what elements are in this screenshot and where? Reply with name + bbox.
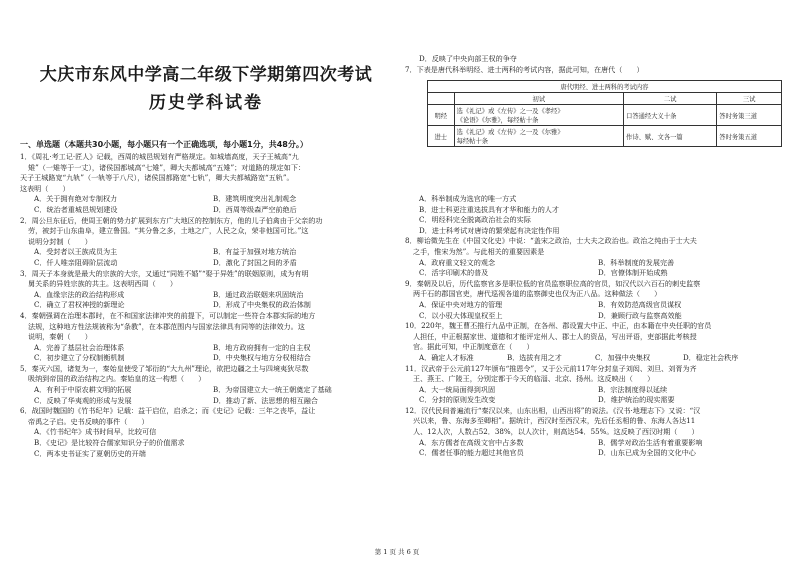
- table-header-first: 初试: [454, 93, 623, 105]
- answer-option: C．统治者重城邑规划建设: [34, 204, 118, 214]
- question-line: D．反映了中央向部王权的争夺: [419, 54, 517, 63]
- question-line: 法规，这种地方性法规被称为“条教”，在本郡范围内与国家法律具有同等的法律效力。这: [28, 321, 305, 331]
- table-cell: 答时务策三道: [717, 105, 782, 126]
- question-line: 两千石的郡国官吏，唐代巡视各道的监察御史也仅为正八品。这种做法（ ）: [413, 289, 662, 299]
- question-line: 官。据此可知，中正制度意在（ ）: [413, 342, 534, 352]
- answer-option: B．有益于加强对地方统治: [213, 247, 297, 257]
- table-cell: 口答通经大义十条: [624, 105, 717, 126]
- table-cell: 答时务策五道: [717, 126, 782, 147]
- answer-option: A．政府重文轻文的观念: [419, 257, 496, 267]
- answer-option: C．初步建立了分权制衡机制: [34, 353, 125, 363]
- exam-subtitle: 历史学科试卷: [149, 93, 263, 113]
- answer-option: B．为帝国建立大一统王朝奠定了基础: [213, 385, 332, 395]
- question-line: 天子王城路宽“九轨”（一轨等于八尺），诸侯国都路宽“七轨”，卿大夫都城路宽“五轨”。: [20, 173, 294, 183]
- question-line: D．进士科考试对唐诗的繁荣起有决定性作用: [419, 225, 560, 235]
- answer-option: D．推动了新、法思想的相互融合: [213, 395, 318, 405]
- question-line: 舅关系的异姓宗族的共主。这表明西周（ ）: [28, 279, 177, 289]
- answer-option: B．有效防范高级官员谋权: [598, 299, 682, 309]
- right-question-list-top: [405, 54, 777, 75]
- answer-option: A．受封者以王族成员为主: [34, 247, 118, 257]
- left-question-list: [20, 152, 392, 459]
- answer-option: A．完善了基层社会治理体系: [34, 342, 125, 352]
- answer-options-row: [20, 385, 392, 396]
- answer-options-row: [20, 353, 392, 364]
- answer-options-row: [20, 194, 392, 205]
- table-corner: [428, 93, 455, 105]
- section-heading: 一、单选题（本题共30小题，每小题只有一个正确选项，每小题1分，共48分。）: [20, 140, 308, 149]
- answer-options-row: [405, 258, 777, 269]
- answer-option: D．激化了封国之间的矛盾: [213, 257, 297, 267]
- answer-option: B．儒学对政治生活有着重要影响: [598, 437, 703, 447]
- question-line: 9．秦朝及以后，历代监察官多是职位低的官员监察职位高的官员，如汉代以六百石的刺史监察: [405, 278, 701, 288]
- answer-option: D．中央集权与地方分权相结合: [213, 353, 311, 363]
- answer-option: D．稳定社会秩序: [683, 352, 739, 362]
- question-line: A．科举制成为选官的唯一方式: [419, 194, 517, 203]
- answer-options-row: [20, 300, 392, 311]
- exam-title: 大庆市东风中学高二年级下学期第四次考试: [39, 65, 373, 85]
- table-header-third: 三试: [717, 93, 782, 105]
- question-line: 说明分封制（ ）: [28, 236, 92, 246]
- answer-option: A．保证中央对地方的管理: [419, 299, 503, 309]
- table-cell-line: 选《礼记》或《左传》之一及《孝经》: [456, 108, 564, 115]
- answer-option: D．兼顾行政与监察高效能: [598, 310, 682, 320]
- answer-option: D．维护统治的现实需要: [598, 395, 675, 405]
- table-cell-line: 选《礼记》或《左传》之一及《尔雅》: [456, 129, 564, 136]
- answer-options-row: [405, 438, 777, 449]
- question-line: 4．秦朝强调在治理本郡时，在不和国家法律冲突的前提下，可以制定一些符合本郡实际的地方: [20, 310, 316, 320]
- question-line: A．《竹书纪年》成书时间早，比较可信: [34, 427, 157, 437]
- question-line: C．两本史书证实了夏朝历史的开端: [34, 448, 146, 458]
- question-line: 之手，惟宋为然”。与此相关的重要因素是: [413, 246, 545, 256]
- question-line: 2．周公旦东征后，使周王朝的势力扩展到东方广大地区的控制东方，他的儿子伯禽由于父亲的功: [20, 215, 323, 225]
- question-line: B．进士科更注重选拔具有才华和能力的人才: [419, 204, 559, 214]
- answer-option: A．血缘宗法的政治结构形成: [34, 289, 125, 299]
- answer-option: C．反映了华夷观的形成与发展: [34, 395, 132, 405]
- answer-options-row: [405, 395, 777, 406]
- question-line: 6．战国时魏国的《竹书纪年》记载：益干启位，启杀之；而《史记》记载：三年之丧毕，益让: [20, 406, 316, 416]
- answer-option: D．官僚体制开始成熟: [598, 268, 668, 278]
- question-line: 3．周天子本身就是最大的宗族的大宗，又通过“同姓不婚”“娶于异姓”的联姻原则，成为有明: [20, 268, 309, 278]
- table-cell-line: 每经帖十条: [456, 138, 489, 145]
- answer-options-row: [405, 385, 777, 396]
- answer-option: B．宗法制度得以延续: [598, 384, 668, 394]
- answer-option: A．确定人才标准: [419, 352, 474, 362]
- question-line: 8．柳诒徵先生在《中国文化史》中说：“盖宋之政治，士大夫之政治也。政治之纯由于士大夫: [405, 236, 697, 246]
- answer-option: D．形成了中央集权的政治体制: [213, 300, 311, 310]
- answer-options-row: [405, 353, 777, 364]
- answer-option: C．活字印刷术的普及: [419, 268, 489, 278]
- page-footer: 第 1 页 共 6 页: [374, 548, 420, 556]
- answer-option: C．仟人唯亲阻碍阶层流动: [34, 257, 118, 267]
- right-question-list: [405, 194, 777, 459]
- question-line: 5．秦灭六国，诸复为一，秦始皇使受了邹衍的“大九州”理论，欲把边疆之土与四境夷狄尽数: [20, 363, 309, 373]
- answer-option: C．分封的原则发生改变: [419, 395, 496, 405]
- answer-options-row: [405, 300, 777, 311]
- question-line: 7．下表是唐代科举明经、进士两科的考试内容，据此可知，在唐代（ ）: [405, 64, 644, 74]
- question-line: 帝禹之子启。史书反映的事件（ ）: [28, 416, 149, 426]
- answer-options-row: [405, 448, 777, 459]
- answer-option: A．关于拥有绝对专制权力: [34, 194, 118, 204]
- table-caption: 唐代明经、进士两科的考试内容: [428, 81, 782, 93]
- question-line: 兴以来，鲁、东海多至卿相”。据统计，西汉时至西汉末，先后任丞相的鲁、东海人各达11: [413, 416, 696, 426]
- answer-option: B．通过政治联姻来巩固统治: [213, 289, 304, 299]
- answer-options-row: [20, 343, 392, 354]
- question-line: B．《史记》是比较符合儒家知识分子的价值需求: [34, 438, 185, 448]
- question-line: 劳，被封于山东曲阜，建立鲁国。“其分鲁之多，土地之广，人民之众，荣非他国可比。”这: [28, 226, 309, 236]
- answer-options-row: [20, 205, 392, 216]
- question-line: 这表明（ ）: [20, 183, 70, 193]
- answer-option: B．地方政府拥有一定的自主权: [213, 342, 311, 352]
- answer-option: B．建筑明度突出礼制观念: [213, 194, 297, 204]
- answer-option: C．加强中央集权: [595, 352, 651, 362]
- table-row-label: 明经: [428, 105, 455, 126]
- question-line: 10．220年，魏王曹丕推行九品中正制，在各州、郡设置大中正、中正，由本籍在中央任职的官员: [405, 321, 712, 331]
- table-cell-line: 《论语》《尔雅》，每经帖十条: [456, 117, 539, 124]
- question-line: 人担任，中正根据家世、道德和才能评定州人、郡士人的资品，写出评语，吏部据此考核授: [413, 331, 697, 341]
- table-cell: [454, 126, 623, 147]
- answer-option: D．西周等级森严空前绝后: [213, 204, 297, 214]
- question-line: 11．汉武帝于公元前127年颁布“推恩令”，又于公元前117年分封皇子刘闳、刘旦、刘胥为齐: [405, 363, 697, 373]
- question-line: 王、燕王、广陵王，分别定都于今天的临淄、北京、扬州。这反映出（ ）: [413, 374, 655, 384]
- table-cell: 作诗、赋、文各一篇: [624, 126, 717, 147]
- question-line: 人、12人次，人数占52．38%，以人次计，则高达54．55%。这反映了西汉时期（ ）: [413, 427, 699, 437]
- exam-content-table: [427, 80, 782, 147]
- table-header-second: 二试: [624, 93, 717, 105]
- answer-options-row: [20, 258, 392, 269]
- answer-options-row: [20, 290, 392, 301]
- answer-option: B．选拔有用之才: [507, 352, 562, 362]
- question-line: 说明，秦朝（ ）: [28, 332, 92, 342]
- answer-option: C．儒者任事的能力超过其他官员: [419, 448, 524, 458]
- answer-options-row: [20, 247, 392, 258]
- question-line: 吸纳到帝国的政治结构之内。秦始皇的这一构想（ ）: [28, 374, 206, 384]
- question-line: 12．汉代民间普遍流行“秦汉以来，山东出相，山西出将”的说法。《汉书·地理志下》又说：“汉: [405, 405, 701, 415]
- question-line: 1．《周礼·考工记·匠人》记载，西周的城邑规划有严格规定。如城墙高度，天子王城高“九: [20, 152, 299, 161]
- answer-options-row: [405, 268, 777, 279]
- question-line: C．明经科完全脱离政治社会的实际: [419, 215, 531, 225]
- table-row-label: 进士: [428, 126, 455, 147]
- answer-options-row: [20, 396, 392, 407]
- answer-option: A．东方儒者在高级文官中占多数: [419, 437, 524, 447]
- table-cell: [454, 105, 623, 126]
- answer-option: D．山东已成为全国的文化中心: [598, 448, 696, 458]
- answer-option: C．确立了君权神授的新理论: [34, 300, 125, 310]
- answer-option: B．科举制度的发展完善: [598, 257, 675, 267]
- question-line: 雉”（一雉等于一丈），诸侯国都城高“七雉”，卿大夫都城高“五雉”；对道路的规定如下：: [28, 162, 306, 172]
- answer-option: A．大一统局面得到巩固: [419, 384, 496, 394]
- answer-option: C．以小驭大体现皇权至上: [419, 310, 503, 320]
- answer-option: A．有利于中原农耕文明的拓展: [34, 385, 132, 395]
- answer-options-row: [405, 311, 777, 322]
